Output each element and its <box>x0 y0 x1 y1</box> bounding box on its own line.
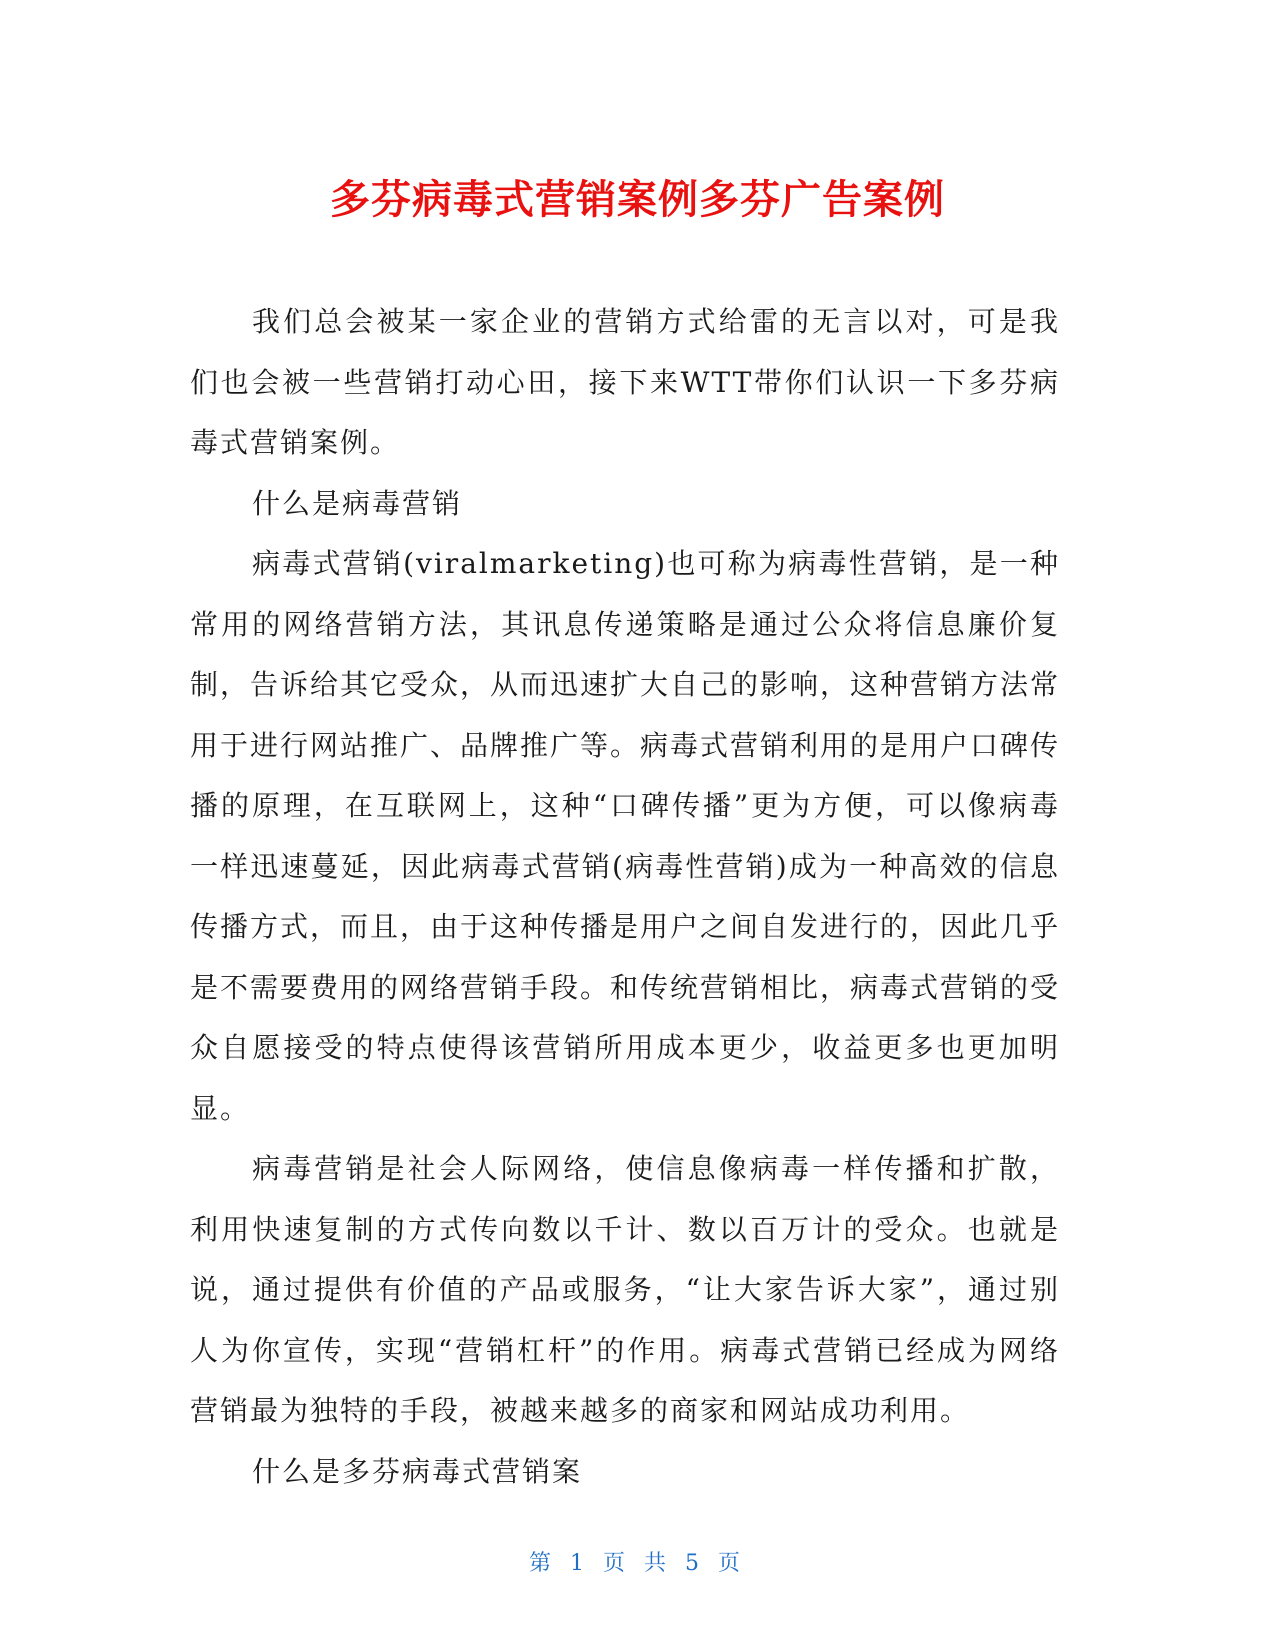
document-body <box>190 292 1060 1502</box>
page-footer: 第 1 页 共 5 页 <box>529 1551 746 1576</box>
subheading-dove-case: 什么是多芬病毒式营销案 <box>252 1454 583 1488</box>
paragraph-definition: 病毒式营销(viralmarketing)也可称为病毒性营销，是一种常用的网络营销方法，其讯息传递策略是通过公众将信息廉价复制，告诉给其它受众，从而迅速扩大自己的影响，这种营销方法常用于进行网站推广、品牌推广等。病毒式营销利用的是用户口碑传播的原理，在互联网上，这种“口碑传播”更为方便，可以像病毒一样迅速蔓延，因此病毒式营销(病毒性营销)成为一种高效的信息传播方式，而且，由于这种传播是用户之间自发进行的，因此几乎是不需要费用的网络营销手段。和传统营销相比，病毒式营销的受众自愿接受的特点使得该营销所用成本更少，收益更多也更加明显。 <box>190 547 1061 1125</box>
subheading-what-is-viral-marketing: 什么是病毒营销 <box>252 486 463 520</box>
paragraph-intro: 我们总会被某一家企业的营销方式给雷的无言以对，可是我们也会被一些营销打动心田，接下来WTT带你们认识一下多芬病毒式营销案例。 <box>190 305 1060 459</box>
document-title: 多芬病毒式营销案例多芬广告案例 <box>330 177 945 223</box>
paragraph-social-network: 病毒营销是社会人际网络，使信息像病毒一样传播和扩散，利用快速复制的方式传向数以千计、数以百万计的受众。也就是说，通过提供有价值的产品或服务，“让大家告诉大家”，通过别人为你宣传，实现“营销杠杆”的作用。病毒式营销已经成为网络营销最为独特的手段，被越来越多的商家和网站成功利用。 <box>190 1152 1060 1427</box>
